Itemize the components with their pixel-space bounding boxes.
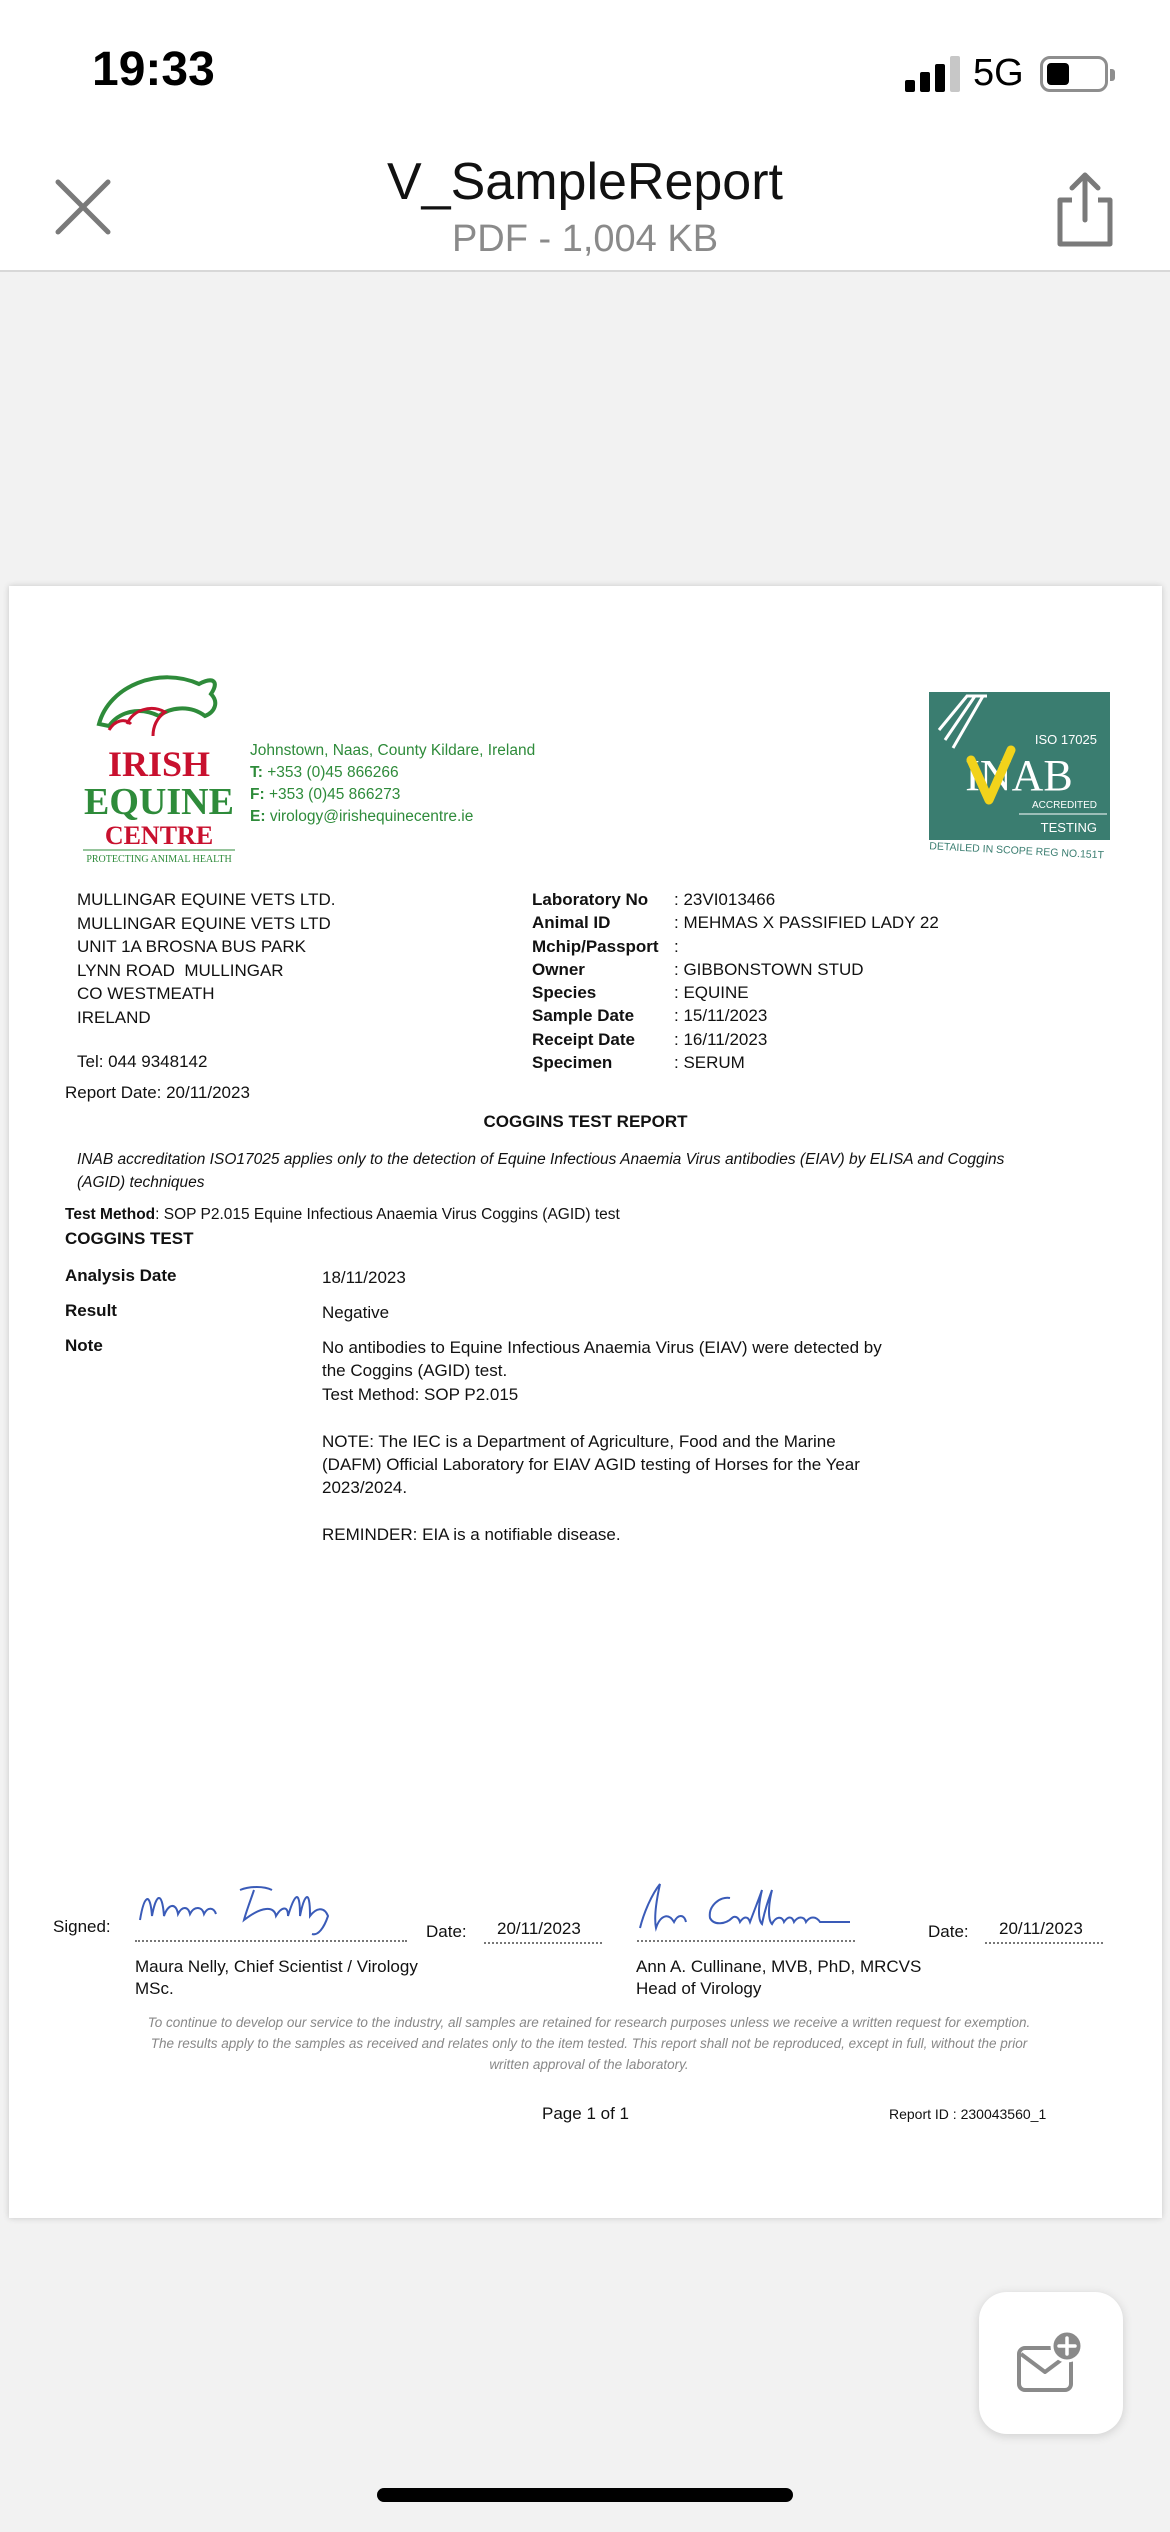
recipient-address [77,888,336,1029]
svg-text:INAB: INAB [965,751,1073,800]
markup-button[interactable] [979,2292,1123,2434]
svg-text:ISO 17025: ISO 17025 [1034,732,1097,747]
analysis-date-value: 18/11/2023 [322,1268,406,1287]
test-method: Test Method: SOP P2.015 Equine Infectious Anaemia Virus Coggins (AGID) test [65,1206,620,1223]
recipient-line: IRELAND [77,1007,151,1027]
report-id: Report ID : 230043560_1 [889,2106,1047,2122]
recipient-line: CO WESTMEATH [77,984,215,1003]
signer2-date-label: Date: [928,1922,969,1941]
lab-info-table [532,888,939,1074]
home-indicator[interactable] [377,2488,793,2502]
lab-info-row: Animal ID : MEHMAS X PASSIFIED LADY 22 [532,913,939,933]
contact-email[interactable]: virology@irishequinecentre.ie [269,808,474,825]
lab-info-row: Owner : GIBBONSTOWN STUD [532,959,864,979]
pdf-page[interactable] [9,586,1162,2218]
svg-text:CENTRE: CENTRE [104,821,214,850]
status-time: 19:33 [92,43,215,96]
inab-accreditation-note: INAB accreditation ISO17025 applies only to the detection of Equine Infectious Anaemia Virus antibodies (EIAV) by ELISA and Coggins (AGID) techniques [77,1151,1005,1191]
lab-info-row: Mchip/Passport : [532,936,679,956]
contact-phone: +353 (0)45 866266 [267,764,399,781]
result-value: Negative [322,1303,390,1322]
recipient-line: UNIT 1A BROSNA BUS PARK [77,937,306,956]
document-nav-bar [0,140,1170,272]
signer2-date: 20/11/2023 [999,1919,1083,1938]
recipient-tel: Tel: 044 9348142 [77,1052,208,1071]
signer1-name: Maura Nelly, Chief Scientist / Virology MSc. [135,1957,418,1998]
page-number: Page 1 of 1 [542,2104,629,2123]
add-mail-icon [1015,2328,1087,2398]
inab-accreditation-logo [927,690,1112,865]
signature-maura-nelly [132,1876,362,1940]
section-heading: COGGINS TEST [65,1229,194,1248]
svg-text:DETAILED IN SCOPE REG NO.151T: DETAILED IN SCOPE REG NO.151T [928,840,1105,862]
signature-line [637,1940,855,1942]
document-title: V_SampleReport [387,153,783,211]
recipient-line: MULLINGAR EQUINE VETS LTD [77,913,331,933]
date-line [484,1942,602,1944]
lab-info-row: Species : EQUINE [532,983,749,1003]
signature-line [135,1940,407,1942]
cellular-signal-icon [905,56,961,92]
svg-text:PROTECTING ANIMAL HEALTH: PROTECTING ANIMAL HEALTH [86,854,232,865]
disclaimer: To continue to develop our service to the industry, all samples are retained for research purposes unless we receive a written request for exemption. The results apply to the samples as received and relates only to the item tested. This report shall not be reproduced, except in full, without the prior written approval of the laboratory. [147,2015,1031,2072]
svg-text:ACCREDITED: ACCREDITED [1031,800,1097,811]
irish-equine-centre-logo [69,646,249,866]
signed-label: Signed: [53,1917,111,1936]
report-title: COGGINS TEST REPORT [483,1112,688,1131]
battery-icon [1040,56,1108,92]
signature-ann-cullinane [634,1876,864,1940]
lab-info-row: Specimen : SERUM [532,1053,745,1073]
contact-details: Johnstown, Naas, County Kildare, Ireland T: +353 (0)45 866266 F: +353 (0)45 866273 E: virology@irishequinecentre.ie [250,742,536,825]
recipient-line: MULLINGAR EQUINE VETS LTD. [77,890,336,909]
share-button[interactable] [1050,170,1120,250]
lab-info-row: Sample Date : 15/11/2023 [532,1006,768,1026]
result-label: Result [65,1301,117,1320]
share-icon [1050,170,1120,250]
recipient-line: LYNN ROAD MULLINGAR [77,960,284,980]
signer1-date: 20/11/2023 [497,1919,581,1938]
analysis-date-label: Analysis Date [65,1266,177,1285]
report-date: Report Date: 20/11/2023 [65,1083,250,1102]
status-bar [0,0,1170,140]
lab-info-row: Laboratory No : 23VI013466 [532,890,776,909]
note-text: No antibodies to Equine Infectious Anaemia Virus (EIAV) were detected by the Coggins (AGID) test. Test Method: SOP P2.015 NOTE: The IEC is a Department of Agriculture, Food and the Marine (DAFM) Official Laboratory for EIAV AGID testing of Horses for the Year 2023/2024. REMINDER: EIA is a notifiable disease. [322,1338,882,1545]
date-line [985,1942,1103,1944]
svg-text:TESTING: TESTING [1040,820,1097,835]
document-subtitle: PDF - 1,004 KB [451,218,719,260]
network-type: 5G [973,52,1024,94]
contact-address: Johnstown, Naas, County Kildare, Ireland [250,742,536,759]
note-label: Note [65,1336,103,1355]
lab-info-row: Receipt Date : 16/11/2023 [532,1029,768,1049]
contact-fax: +353 (0)45 866273 [268,786,401,803]
svg-text:EQUINE: EQUINE [84,781,234,823]
svg-text:IRISH: IRISH [107,744,211,784]
signer1-date-label: Date: [426,1922,467,1941]
signer2-name: Ann A. Cullinane, MVB, PhD, MRCVS Head of Virology [636,1957,922,1998]
